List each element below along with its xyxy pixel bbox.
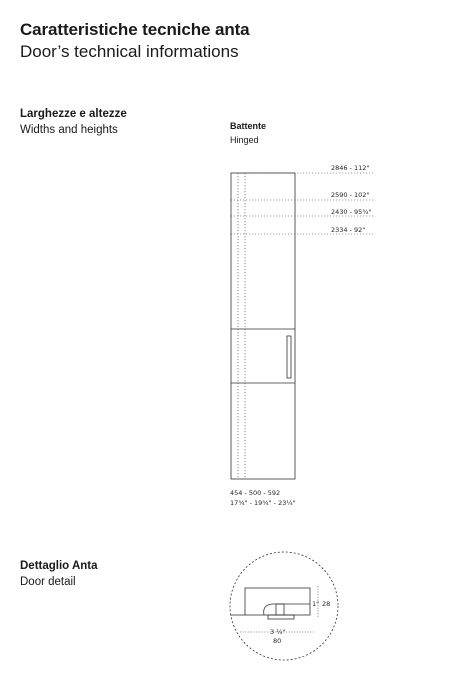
detail-heading-italian: Dettaglio Anta bbox=[20, 560, 98, 572]
handle-stem bbox=[276, 604, 284, 615]
detail-heading-english: Door detail bbox=[20, 576, 76, 588]
thickness-label-in: 1" bbox=[312, 600, 320, 608]
height-label-3: 2430 - 95¾" bbox=[331, 208, 372, 216]
handle-base bbox=[268, 615, 294, 619]
page-title-italian: Caratteristiche tecniche anta bbox=[20, 20, 250, 39]
height-label-4: 2334 - 92" bbox=[331, 226, 366, 234]
width-label-in: 17¾" - 19¾" - 23¼" bbox=[230, 499, 296, 507]
door-section bbox=[245, 588, 310, 615]
depth-label-in: 3 ¼" bbox=[270, 628, 286, 636]
height-label-1: 2846 - 112" bbox=[331, 164, 370, 172]
sizes-heading-italian: Larghezze e altezze bbox=[20, 108, 127, 120]
sizes-heading-english: Widths and heights bbox=[20, 124, 118, 136]
width-label-mm: 454 - 500 - 592 bbox=[230, 489, 281, 497]
page-title-english: Door’s technical informations bbox=[20, 42, 239, 61]
handle-profile bbox=[264, 604, 310, 615]
door-type-label-italian: Battente bbox=[230, 121, 267, 131]
height-label-2: 2590 - 102" bbox=[331, 191, 370, 199]
door-type-label-english: Hinged bbox=[230, 135, 259, 145]
depth-label-mm: 80 bbox=[273, 637, 282, 645]
thickness-label-mm: 28 bbox=[322, 600, 331, 608]
